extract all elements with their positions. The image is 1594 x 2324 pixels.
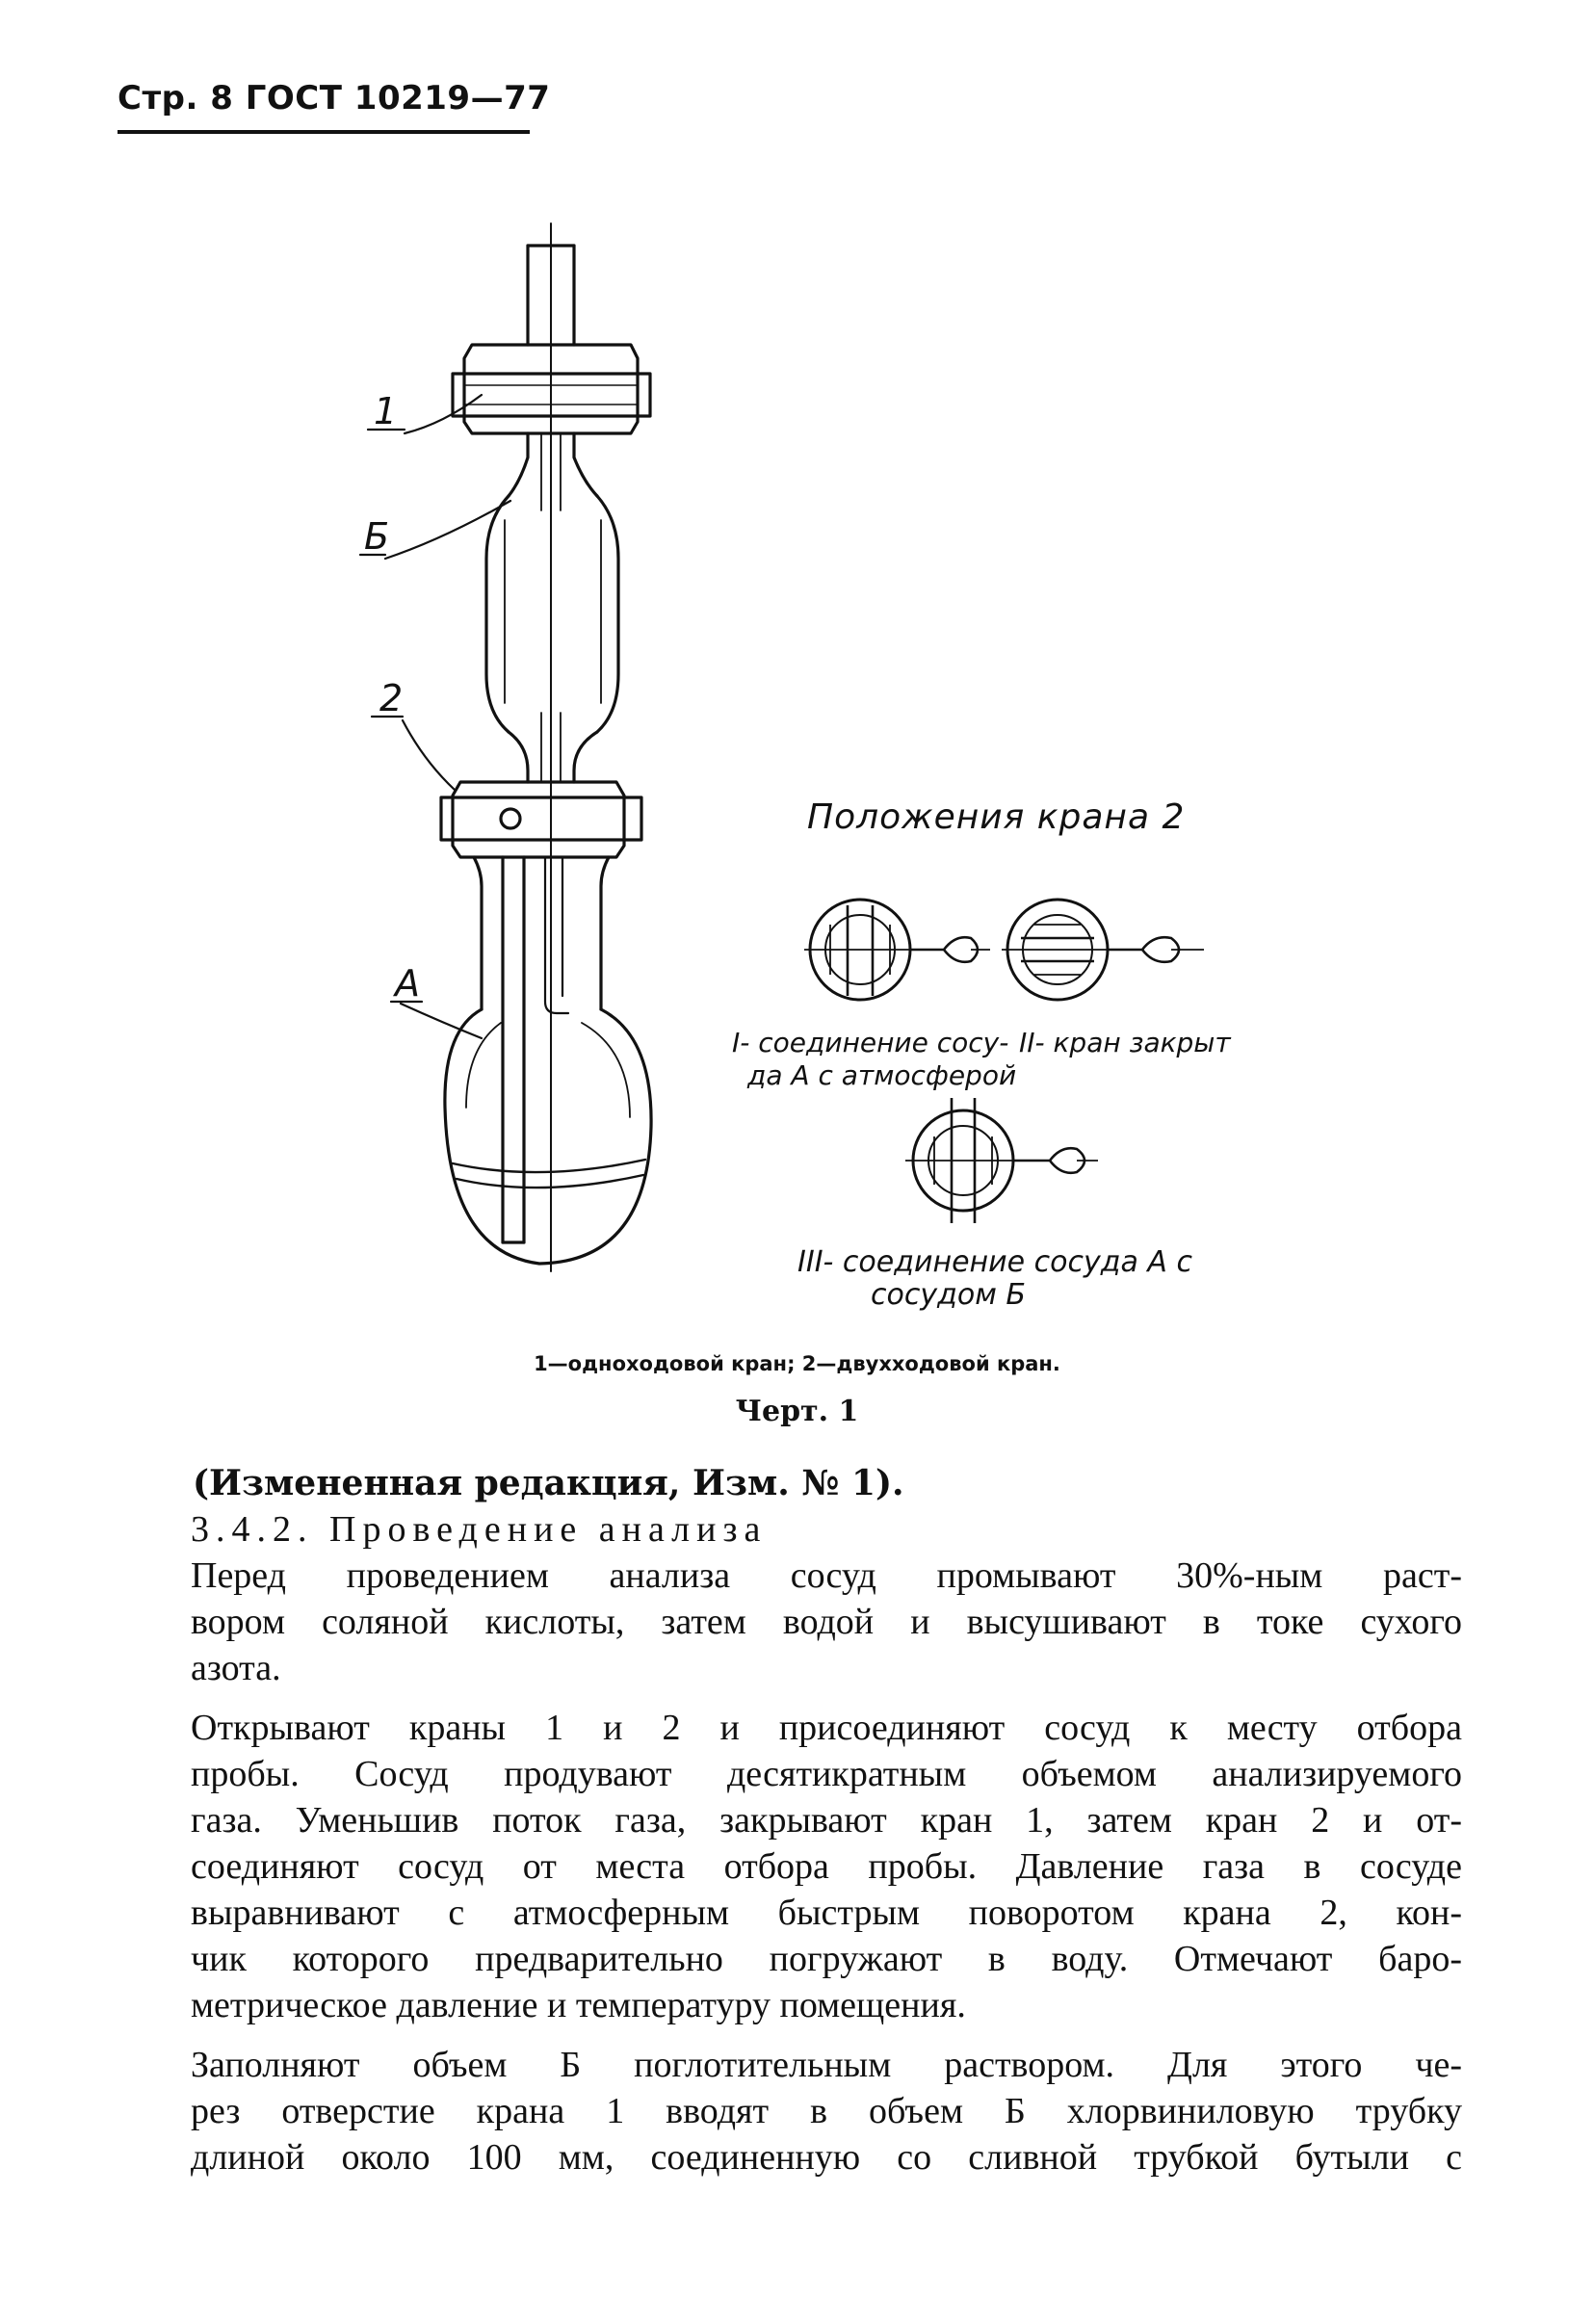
neck-a bbox=[474, 857, 609, 1009]
leader-a bbox=[401, 1004, 482, 1038]
position-2-label: II- кран закрыт bbox=[1019, 1027, 1231, 1058]
tap-position-3 bbox=[905, 1098, 1098, 1223]
dip-tube bbox=[503, 857, 524, 1242]
liquid-level bbox=[453, 1160, 645, 1188]
paragraph-line: выравнивают с атмосферным быстрым поворотом крана 2, кон- bbox=[191, 1893, 1462, 1933]
figure-caption: Черт. 1 bbox=[735, 1395, 859, 1428]
label-tap-2: 2 bbox=[379, 677, 404, 719]
tap-2-plug bbox=[441, 797, 641, 840]
tap-position-2 bbox=[1002, 900, 1204, 1000]
tap-2-bore bbox=[501, 809, 520, 828]
paragraph-line: газа. Уменьшив поток газа, закрывают кран 1, затем кран 2 и от- bbox=[191, 1800, 1462, 1841]
position-3-line1: III- соединение сосуда А с bbox=[797, 1245, 1192, 1279]
neck-b-bottom bbox=[509, 732, 597, 782]
changed-note: (Измененная редакция, Изм. № 1). bbox=[193, 1463, 904, 1503]
position-3-line2: сосудом Б bbox=[871, 1278, 1026, 1312]
paragraph-line: Открывают краны 1 и 2 и присоединяют сосуд к месту отбора bbox=[191, 1708, 1462, 1748]
leader-1 bbox=[405, 395, 482, 433]
leader-2 bbox=[403, 720, 455, 790]
label-tap-1: 1 bbox=[374, 390, 398, 432]
inner-tube bbox=[545, 857, 568, 1013]
paragraph-line: Перед проведением анализа сосуд промывают 30%-ным раст- bbox=[191, 1555, 1462, 1596]
positions-title: Положения крана 2 bbox=[807, 797, 1186, 837]
body-text bbox=[191, 1460, 1462, 2180]
tap-2-body bbox=[453, 782, 624, 857]
paragraph-line: соединяют сосуд от места отбора пробы. Давление газа в сосуде bbox=[191, 1846, 1462, 1887]
paragraph-line: рез отверстие крана 1 вводят в объем Б хлорвиниловую трубку bbox=[191, 2091, 1462, 2131]
tap-position-1 bbox=[804, 900, 990, 1000]
paragraph-line: азота. bbox=[191, 1648, 281, 1688]
section-heading: 3.4.2. Проведение анализа bbox=[191, 1509, 768, 1550]
leader-b bbox=[385, 501, 510, 559]
paragraph-line: чик которого предварительно погружают в воду. Отмечают баро- bbox=[191, 1939, 1462, 1979]
label-vessel-b: Б bbox=[364, 515, 390, 558]
paragraph-line: метрическое давление и температуру помещения. bbox=[191, 1985, 966, 2025]
figure-legend: 1—одноходовой кран; 2—двухходовой кран. bbox=[534, 1352, 1060, 1375]
page-header: Стр. 8 ГОСТ 10219—77 bbox=[118, 79, 551, 118]
bulb-b bbox=[486, 496, 618, 732]
label-vessel-a: А bbox=[395, 962, 420, 1005]
position-1-line1: I- соединение сосу- bbox=[732, 1027, 1009, 1058]
neck-b-top bbox=[509, 433, 597, 496]
paragraph-line: вором соляной кислоты, затем водой и высушивают в токе сухого bbox=[191, 1602, 1462, 1642]
paragraph-line: пробы. Сосуд продувают десятикратным объемом анализируемого bbox=[191, 1754, 1462, 1794]
paragraph-line: длиной около 100 мм, соединенную со сливной трубкой бутыли с bbox=[191, 2137, 1462, 2178]
position-1-line2: да А с атмосферой bbox=[747, 1059, 1017, 1091]
paragraph-line: Заполняют объем Б поглотительным раствором. Для этого че- bbox=[191, 2045, 1462, 2085]
vessel-a bbox=[445, 1009, 651, 1264]
vessel-drawing bbox=[360, 223, 651, 1271]
